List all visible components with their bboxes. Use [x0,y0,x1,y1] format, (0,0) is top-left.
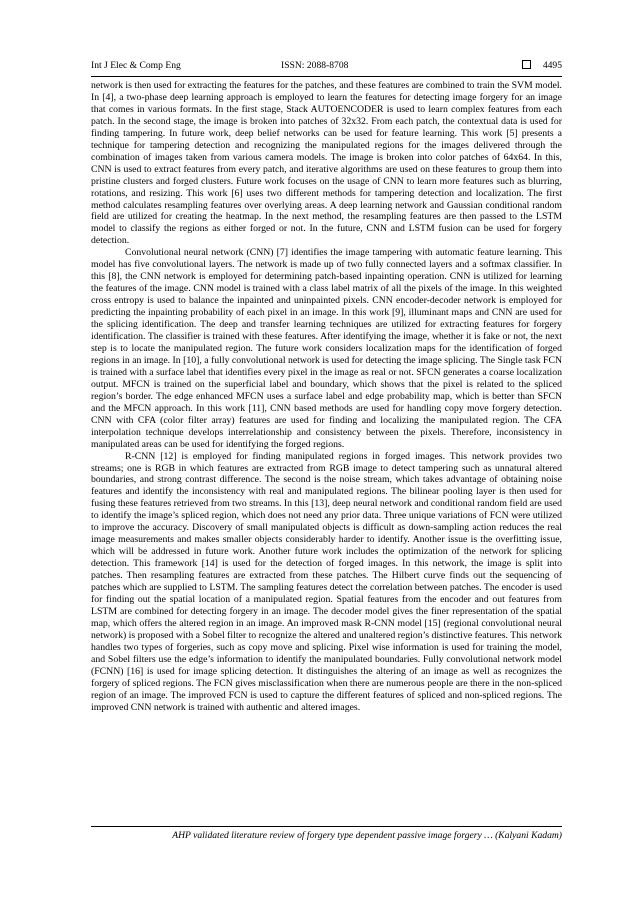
body-text [91,80,562,714]
journal-name: Int J Elec & Comp Eng [91,60,181,71]
page-number-group [522,60,562,71]
running-header [91,60,562,74]
paragraph-2: Convolutional neural network (CNN) [7] identifies the image tampering with automatic feature learning. This model has five convolutional layers. The network is made up of two fully connected layers and a softmax classifier. In this [8], the CNN network is employed for determining patch-based inpainting operation. CNN is utilized for learning the features of the image. CNN model is trained with a class label matrix of all the pixels of the image. In this weighted cross entropy is used to balance the inpainted and uninpainted pixels. CNN encoder-decoder network is employed for predicting the inpainting probability of each pixel in an image. In this work [9], illuminant maps and CNN are used for the splicing identification. The deep and transfer learning techniques are utilized for extracting features for forgery identification. The classifier is trained with these features. After identifying the image, whether it is fake or not, the next step is to locate the manipulated region. The future work considers localization maps for the identification of forged regions in an image. In [10], a fully convolutional network is used for detecting the image splicing. The Single task FCN is trained with a surface label that identifies every pixel in the image as real or not. SFCN generates a coarse localization output. MFCN is trained on the superficial label and boundary, which shows that the pixel is related to the spliced region’s border. The edge enhanced MFCN uses a surface label and edge probability map, which is better than SFCN and the MFCN approach. In this work [11], CNN based methods are used for handling copy move forgery detection. CNN with CFA (color filter array) features are used for finding and localizing the manipulated region. The CFA interpolation technique develops interrelationship and consistency between the pixels. Therefore, inconsistency in manipulated areas can be used for identifying the forged regions. [91,247,562,450]
running-footer: AHP validated literature review of forgery type dependent passive image forgery … (Kalyani Kadam) [172,830,562,841]
paragraph-3: R-CNN [12] is employed for finding manipulated regions in forged images. This network provides two streams; one is RGB in which features are extracted from RGB image to detect tampering such as unnatural altered boundaries, and strong contrast difference. The second is the noise stream, which takes advantage of obtaining noise features and identify the inconsistency with real and manipulated regions. The bilinear pooling layer is then used for fusing these features retrieved from two streams. In this [13], deep neural network and conditional random field are used to identify the image’s spliced region, which does not need any prior data. Three unique variations of FCN were utilized to improve the accuracy. Discovery of small manipulated objects is difficult as down-sampling action reduces the real image measurements and makes smaller objects considerably harder to identify. Another issue is the overfitting issue, which will be addressed in future work. Another future work includes the optimization of the network for splicing detection. This framework [14] is used for the detection of forged images. In this network, the image is split into patches. Then resampling features are extracted from these patches. The Hilbert curve finds out the sequencing of patches which are supplied to LSTM. The sampling features detect the correlation between patches. The encoder is used for finding out the spatial location of a manipulated region. Spatial features from the encoder and out features from LSTM are combined for detecting forgery in an image. The decoder model gives the finer representation of the spatial map, which offers the altered region in an image. An improved mask R-CNN model [15] (regional convolutional neural network) is proposed with a Sobel filter to recognize the altered and unaltered region’s distinctive features. This network handles two types of forgeries, such as copy move and splicing. Pixel wise information is used for training the model, and Sobel filters use the edge’s information to identify the manipulated boundaries. Fully convolutional network model (FCNN) [16] is used for image splicing detection. It distinguishes the altering of an image as well as recognizes the forgery of spliced regions. The FCN gives misclassification when there are numerous people are there in the non-spliced region of an image. The improved FCN is used to capture the different features of spliced and non-spliced regions. The improved CNN network is trained with authentic and altered images. [91,450,562,713]
footer-rule [91,826,562,827]
checkbox-glyph-icon [522,60,531,69]
header-rule [91,76,562,77]
paragraph-1: network is then used for extracting the features for the patches, and these features are combined to train the SVM model. In [4], a two-phase deep learning approach is employed to learn the features for detecting image forgery for an image that comes in various formats. In the first stage, Stack AUTOENCODER is used to learn complex features from each patch. In the second stage, the image is broken into patches of 32x32. From each patch, the contextual data is used for finding tampering. In future work, deep belief networks can be used for feature learning. This work [5] presents a technique for tampering detection and recognizing the manipulated regions for the images delivered through the combination of images taken from various camera models. The image is broken into color patches of 64x64. In this, CNN is used to extract features from every patch, and iterative algorithms are used on these features to group them into pristine clusters and forged clusters. Future work focuses on the usage of CNN to learn more features such as blurring, rotations, and resizing. This work [6] uses two different methods for tampering detection and localization. The first method calculates resampling features over overlying areas. A deep learning network and Gaussian conditional random field are utilized for creating the heatmap. In the next method, the resampling features are then passed to the LSTM model to classify the regions as either forged or not. In the future, CNN and LSTM fusion can be used for forgery detection. [91,80,562,247]
issn: ISSN: 2088-8708 [281,60,349,71]
page-number: 4495 [542,60,562,71]
